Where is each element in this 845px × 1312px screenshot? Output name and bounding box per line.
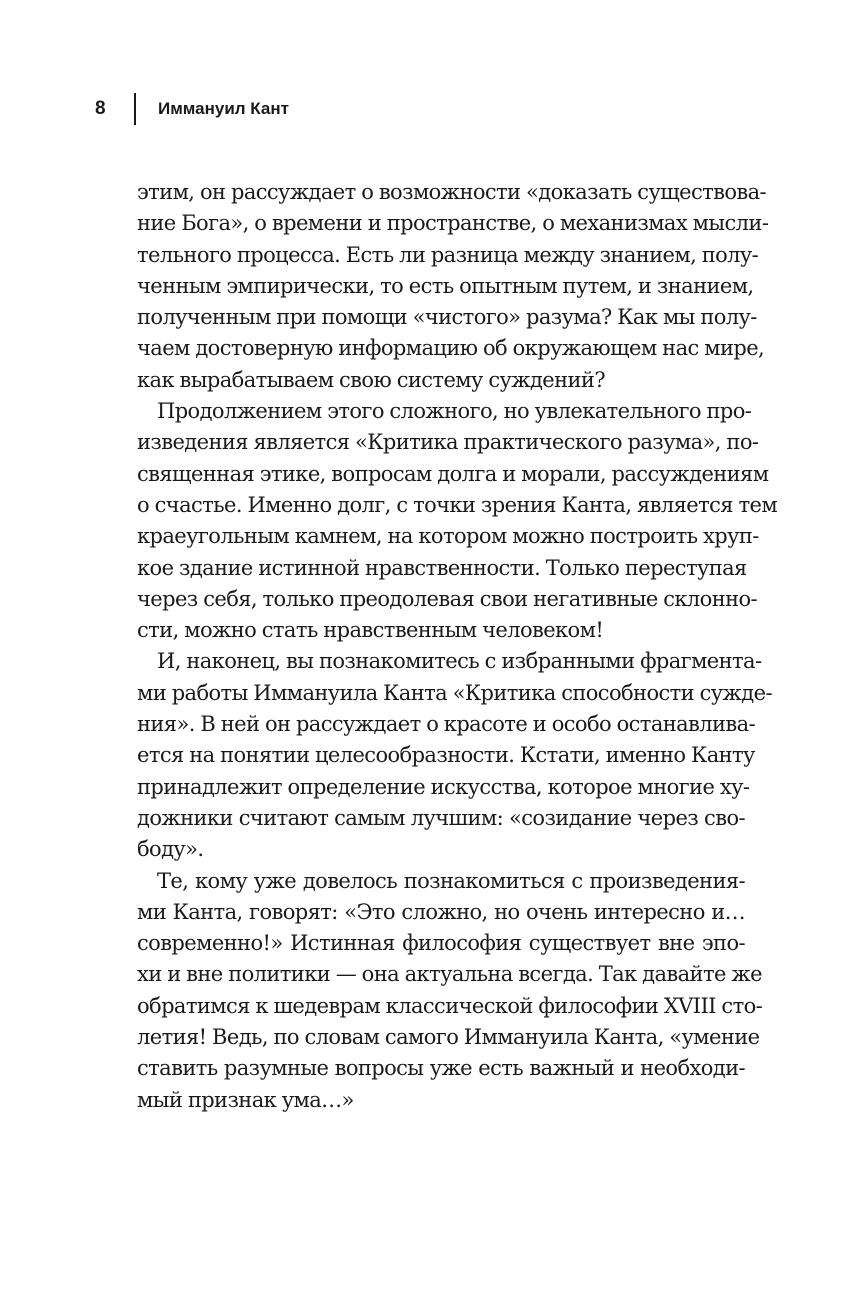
text-line: хи и вне политики — она актуальна всегда. Так давайте же [137, 962, 762, 987]
text-line: священная этике, вопросам долга и морали, рассуждениям [137, 461, 769, 486]
text-line: обратимся к шедеврам классической философии XVIII сто- [137, 993, 763, 1018]
text-line: тельного процесса. Есть ли разница между знанием, полу- [137, 242, 759, 267]
text-line: ченным эмпирически, то есть опытным путем, и знанием, [137, 273, 754, 298]
text-line: летия! Ведь, по словам самого Иммануила Канта, «умение [137, 1025, 760, 1050]
text-line: ставить разумные вопросы уже есть важный и необходи- [137, 1056, 745, 1081]
running-head [95, 92, 289, 126]
text-line: полученным при помощи «чистого» разума? Как мы полу- [137, 305, 757, 330]
text-line: изведения является «Критика практического разума», по- [137, 430, 759, 455]
text-line: ния». В ней он рассуждает о красоте и особо останавлива- [137, 712, 756, 737]
running-title: Иммануил Кант [158, 99, 289, 118]
header-divider [134, 93, 136, 125]
text-line: принадлежит определение искусства, которое многие ху- [137, 774, 750, 799]
paragraph [137, 866, 763, 1116]
text-line: ние Бога», о времени и пространстве, о механизмах мысли- [137, 211, 769, 236]
text-line: Продолжением этого сложного, но увлекательного про- [157, 399, 752, 424]
text-line: сти, можно стать нравственным человеком! [137, 618, 604, 643]
paragraph [137, 396, 778, 646]
text-line: через себя, только преодолевая свои негативные склонно- [137, 586, 758, 611]
text-line: ми работы Иммануила Канта «Критика способности сужде- [137, 680, 772, 705]
text-line: как вырабатываем свою систему суждений? [137, 367, 605, 392]
text-line: Те, кому уже довелось познакомиться с произведения- [157, 868, 745, 893]
paragraph [137, 646, 772, 865]
text-line: кое здание истинной нравственности. Только переступая [137, 555, 747, 580]
text-line: дожники считают самым лучшим: «созидание через сво- [137, 805, 745, 830]
text-line: ми Канта, говорят: «Это сложно, но очень интересно и… [137, 899, 745, 924]
text-line: о счастье. Именно долг, с точки зрения Канта, является тем [137, 492, 778, 517]
text-line: чаем достоверную информацию об окружающем нас мире, [137, 336, 765, 361]
text-line: боду». [137, 837, 204, 862]
text-line: И, наконец, вы познакомитесь с избранными фрагмента- [157, 649, 762, 674]
body-text [137, 177, 778, 1116]
text-line: ется на понятии целесообразности. Кстати, именно Канту [137, 743, 755, 768]
page-number: 8 [95, 98, 106, 119]
text-line: мый признак ума…» [137, 1087, 354, 1112]
text-line: современно!» Истинная философия существует вне эпо- [137, 931, 745, 956]
text-line: краеугольным камнем, на котором можно построить хруп- [137, 524, 759, 549]
paragraph [137, 177, 769, 396]
text-line: этим, он рассуждает о возможности «доказать существова- [137, 180, 767, 204]
